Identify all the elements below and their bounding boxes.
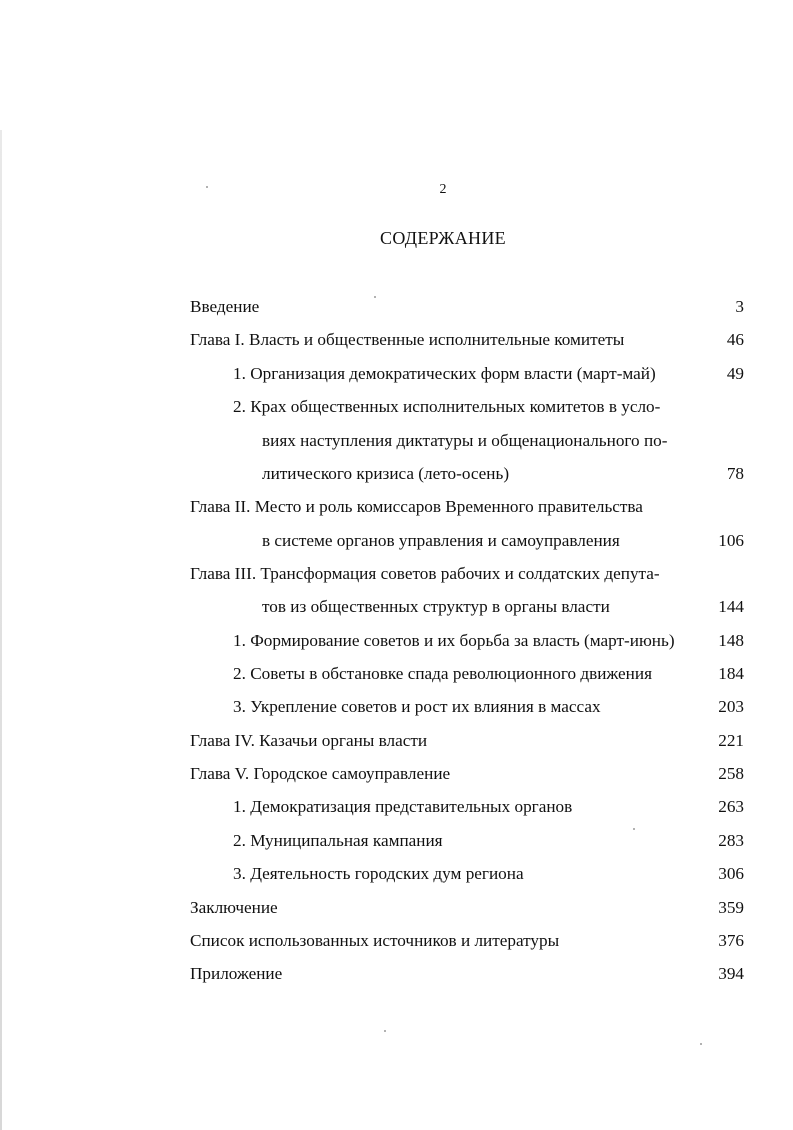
toc-page-chapter-1-section-2: 78 <box>726 464 744 483</box>
toc-entry-chapter-3-section-1[interactable]: 1. Формирование советов и их борьба за власть (март-июнь) <box>233 631 675 650</box>
toc-entry-chapter-3-line-2[interactable]: тов из общественных структур в органы власти <box>262 597 610 616</box>
toc-entry-chapter-4[interactable]: Глава IV. Казачьи органы власти <box>190 731 428 750</box>
page-number: 2 <box>439 182 447 197</box>
toc-entry-conclusion[interactable]: Заключение <box>190 898 278 917</box>
toc-entry-chapter-5-section-2[interactable]: 2. Муниципальная кампания <box>233 831 443 850</box>
toc-page-chapter-1-section-1: 49 <box>726 364 744 383</box>
toc-entry-chapter-1-section-1[interactable]: 1. Организация демократических форм власти (март-май) <box>233 364 656 383</box>
toc-entry-chapter-3-section-2[interactable]: 2. Советы в обстановке спада революционного движения <box>233 664 652 683</box>
toc-entry-appendix[interactable]: Приложение <box>190 964 283 983</box>
toc-entry-chapter-1-section-2-line-2[interactable]: виях наступления диктатуры и общенационального по- <box>262 431 668 450</box>
toc-entry-chapter-2-line-1[interactable]: Глава II. Место и роль комиссаров Временного правительства <box>190 497 643 516</box>
toc-page-chapter-3-section-3: 203 <box>718 697 744 716</box>
toc-page-introduction: 3 <box>735 297 744 316</box>
toc-page-chapter-1: 46 <box>726 330 744 349</box>
toc-page-chapter-2: 106 <box>718 531 744 550</box>
toc-entry-chapter-2-line-2[interactable]: в системе органов управления и самоуправления <box>262 531 620 550</box>
toc-page-sources: 376 <box>718 931 744 950</box>
toc-entry-chapter-1-section-2-line-3[interactable]: литического кризиса (лето-осень) <box>262 464 510 483</box>
toc-page-chapter-5-section-2: 283 <box>718 831 744 850</box>
toc-entry-introduction[interactable]: Введение <box>190 297 260 316</box>
toc-entry-chapter-3-line-1[interactable]: Глава III. Трансформация советов рабочих и солдатских депута- <box>190 564 660 583</box>
toc-page-chapter-5-section-1: 263 <box>718 797 744 816</box>
toc-page-chapter-5: 258 <box>718 764 744 783</box>
toc-entry-chapter-1[interactable]: Глава I. Власть и общественные исполнительные комитеты <box>190 330 625 349</box>
scan-speck <box>374 296 376 298</box>
toc-entry-chapter-5[interactable]: Глава V. Городское самоуправление <box>190 764 451 783</box>
scan-speck <box>700 1043 702 1045</box>
toc-page-chapter-3: 144 <box>718 597 744 616</box>
toc-page-appendix: 394 <box>718 964 744 983</box>
toc-page-chapter-5-section-3: 306 <box>718 864 744 883</box>
toc-entry-chapter-5-section-3[interactable]: 3. Деятельность городских дум региона <box>233 864 524 883</box>
toc-page-chapter-4: 221 <box>718 731 744 750</box>
toc-entry-chapter-3-section-3[interactable]: 3. Укрепление советов и рост их влияния в массах <box>233 697 601 716</box>
toc-entry-chapter-1-section-2-line-1[interactable]: 2. Крах общественных исполнительных комитетов в усло- <box>233 397 661 416</box>
toc-entry-sources[interactable]: Список использованных источников и литературы <box>190 931 560 950</box>
scan-speck <box>384 1030 386 1032</box>
toc-page-chapter-3-section-1: 148 <box>718 631 744 650</box>
toc-title: СОДЕРЖАНИЕ <box>380 228 506 248</box>
scan-speck <box>206 186 208 188</box>
toc-page-chapter-3-section-2: 184 <box>718 664 744 683</box>
toc-entry-chapter-5-section-1[interactable]: 1. Демократизация представительных органов <box>233 797 573 816</box>
toc-page-conclusion: 359 <box>718 898 744 917</box>
scan-speck <box>633 828 635 830</box>
